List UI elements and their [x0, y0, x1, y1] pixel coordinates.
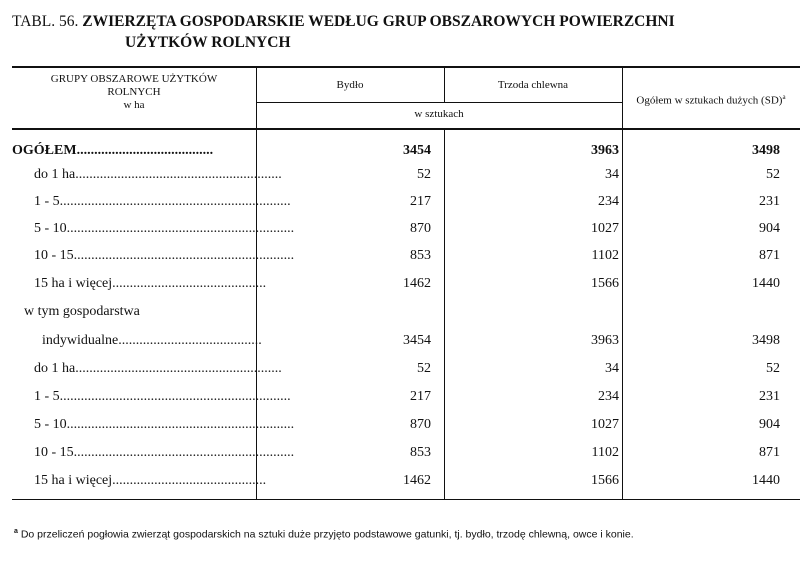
stub-header-line2: ROLNYCH — [107, 86, 161, 98]
row-label: do 1 ha........................................................... — [34, 167, 282, 182]
footnote — [14, 528, 634, 541]
table-row — [0, 332, 800, 356]
cell-pigs: 3963 — [591, 333, 619, 348]
cell-cattle: 853 — [410, 248, 431, 263]
cell-cattle: 217 — [410, 389, 431, 404]
row-label: 15 ha i więcej............................................ — [34, 473, 267, 488]
table-row — [0, 193, 800, 217]
cell-total-sd: 231 — [759, 389, 780, 404]
row-label: 1 - 5.................................................................. — [34, 194, 291, 209]
table-row — [0, 275, 800, 299]
table-title — [12, 12, 675, 51]
cell-total-sd: 3498 — [752, 333, 780, 348]
row-label: 5 - 10................................................................. — [34, 221, 295, 236]
header-bottom-rule — [12, 128, 800, 130]
cell-pigs: 234 — [598, 389, 619, 404]
table-number: TABL. 56. — [12, 13, 79, 30]
cell-total-sd: 904 — [759, 221, 780, 236]
cell-pigs: 1566 — [591, 473, 619, 488]
footnote-mark: a — [14, 528, 18, 535]
row-label: 5 - 10................................................................. — [34, 417, 295, 432]
cell-total-sd: 871 — [759, 445, 780, 460]
cell-pigs: 3963 — [591, 143, 619, 158]
stub-header-line3: w ha — [123, 99, 145, 111]
row-label: 10 - 15............................................................... — [34, 248, 295, 263]
table-row — [0, 303, 800, 327]
cell-total-sd: 3498 — [752, 143, 780, 158]
cell-pigs: 1027 — [591, 221, 619, 236]
table-row — [0, 388, 800, 412]
cell-pigs: 234 — [598, 194, 619, 209]
cell-cattle: 52 — [417, 167, 431, 182]
cell-cattle: 1462 — [403, 276, 431, 291]
row-label: indywidualne......................................... — [42, 333, 262, 348]
cell-pigs: 1566 — [591, 276, 619, 291]
table-title-line1: ZWIERZĘTA GOSPODARSKIE WEDŁUG GRUP OBSZAROWYCH POWIERZCHNI — [82, 13, 675, 30]
table-row — [0, 220, 800, 244]
header-top-rule — [12, 66, 800, 68]
row-label: 10 - 15............................................................... — [34, 445, 295, 460]
table-title-line2: UŻYTKÓW ROLNYCH — [125, 34, 291, 51]
table-row — [0, 444, 800, 468]
stub-header-line1: GRUPY OBSZAROWE UŻYTKÓW — [50, 73, 218, 85]
units-header: w sztukach — [414, 108, 464, 120]
column-header-total — [622, 91, 800, 108]
row-label: w tym gospodarstwa — [24, 304, 140, 319]
cell-total-sd: 1440 — [752, 473, 780, 488]
cell-cattle: 870 — [410, 417, 431, 432]
cell-total-sd: 871 — [759, 248, 780, 263]
cell-total-sd: 1440 — [752, 276, 780, 291]
cell-total-sd: 52 — [766, 361, 780, 376]
cell-cattle: 52 — [417, 361, 431, 376]
column-header-total-text: Ogółem w sztukach dużych (SD) — [636, 94, 783, 107]
cell-total-sd: 904 — [759, 417, 780, 432]
column-header-cattle: Bydło — [336, 79, 364, 91]
cell-cattle: 217 — [410, 194, 431, 209]
row-label: do 1 ha........................................................... — [34, 361, 282, 376]
table-row — [0, 142, 800, 166]
cell-pigs: 1102 — [591, 445, 619, 460]
table-row — [0, 247, 800, 271]
row-label: OGÓŁEM....................................... — [12, 143, 214, 158]
cell-pigs: 1102 — [591, 248, 619, 263]
cell-pigs: 34 — [605, 361, 619, 376]
row-label: 1 - 5.................................................................. — [34, 389, 291, 404]
cell-cattle: 3454 — [403, 143, 431, 158]
table-row — [0, 360, 800, 384]
table-row — [0, 416, 800, 440]
cell-pigs: 34 — [605, 167, 619, 182]
table-row — [0, 472, 800, 496]
row-label: 15 ha i więcej............................................ — [34, 276, 267, 291]
units-top-rule — [256, 102, 622, 103]
cell-cattle: 853 — [410, 445, 431, 460]
cell-total-sd: 231 — [759, 194, 780, 209]
stub-header — [12, 73, 256, 112]
footnote-text: Do przeliczeń pogłowia zwierząt gospodarskich na sztuki duże przyjęto podstawowe gatunki, tj. bydło, trzodę chlewną, owce i konie. — [17, 528, 634, 541]
footnote-reference: a — [782, 93, 786, 101]
cell-cattle: 870 — [410, 221, 431, 236]
cell-cattle: 3454 — [403, 333, 431, 348]
cell-total-sd: 52 — [766, 167, 780, 182]
cell-cattle: 1462 — [403, 473, 431, 488]
cell-pigs: 1027 — [591, 417, 619, 432]
table-row — [0, 166, 800, 190]
table-bottom-rule — [12, 499, 800, 500]
column-header-pigs: Trzoda chlewna — [497, 79, 569, 91]
